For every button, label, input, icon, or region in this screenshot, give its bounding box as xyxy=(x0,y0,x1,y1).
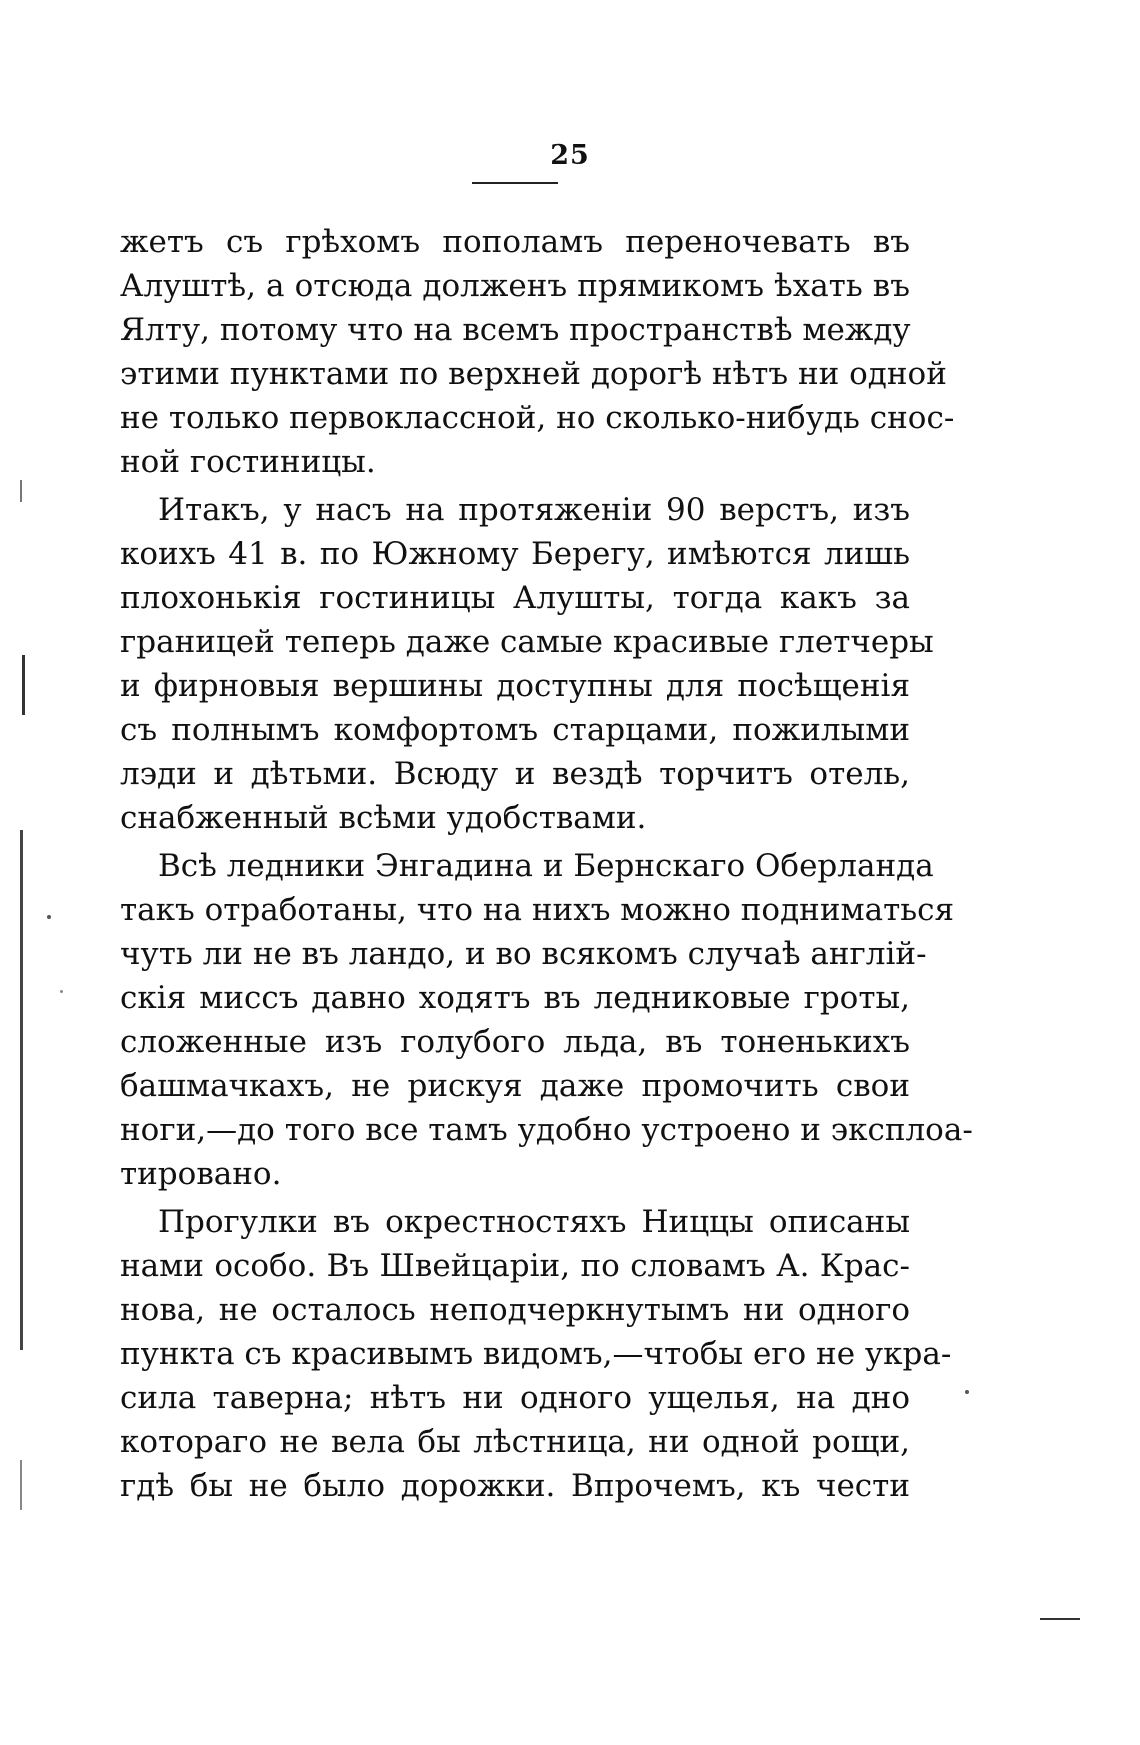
text-line: ноги,—до того все тамъ удобно устроено и эксплоа- xyxy=(120,1112,973,1148)
text-line: Алуштѣ, а отсюда долженъ прямикомъ ѣхать въ xyxy=(120,268,910,304)
paragraph-2 xyxy=(120,488,934,840)
paragraph-3 xyxy=(120,844,973,1196)
text-line: башмачкахъ, не рискуя даже промочить свои xyxy=(120,1068,910,1104)
text-line: нами особо. Въ Швейцаріи, по словамъ А. Крас- xyxy=(120,1248,910,1284)
paragraph-4 xyxy=(120,1200,952,1508)
text-line: сила таверна; нѣтъ ни одного ущелья, на дно xyxy=(120,1380,910,1416)
text-line: Прогулки въ окрестностяхъ Ниццы описаны xyxy=(158,1204,910,1240)
page-number-rule xyxy=(472,182,558,184)
text-line: не только первоклассной, но сколько-нибудь снос- xyxy=(120,400,955,436)
paragraph-1 xyxy=(120,220,955,484)
text-line: снабженный всѣми удобствами. xyxy=(120,800,647,836)
text-line: котораго не вела бы лѣстница, ни одной рощи, xyxy=(120,1424,910,1460)
text-line: гдѣ бы не было дорожки. Впрочемъ, къ чести xyxy=(120,1468,910,1504)
page-number: 25 xyxy=(550,140,590,171)
text-line: и фирновыя вершины доступны для посѣщенія xyxy=(120,668,910,704)
text-line: Итакъ, у насъ на протяженіи 90 верстъ, изъ xyxy=(158,492,910,528)
scan-edge-mark xyxy=(20,830,23,1350)
text-line: чуть ли не въ ландо, и во всякомъ случаѣ англій- xyxy=(120,936,927,972)
scan-edge-mark xyxy=(22,655,25,715)
text-line: жетъ съ грѣхомъ пополамъ переночевать въ xyxy=(120,224,910,260)
text-line: Ялту, потому что на всемъ пространствѣ между xyxy=(120,312,911,348)
text-line: сложенные изъ голубого льда, въ тоненькихъ xyxy=(120,1024,910,1060)
text-line: пункта съ красивымъ видомъ,—чтобы его не укра- xyxy=(120,1336,952,1372)
text-line: тировано. xyxy=(120,1156,282,1192)
scan-dust xyxy=(965,1390,969,1394)
scan-dust xyxy=(60,990,63,993)
text-line: скія миссъ давно ходятъ въ ледниковые гроты, xyxy=(120,980,910,1016)
scan-edge-mark xyxy=(20,480,22,502)
text-line: коихъ 41 в. по Южному Берегу, имѣются лишь xyxy=(120,536,910,572)
body-text xyxy=(120,220,973,1508)
scan-dust xyxy=(47,915,51,919)
scan-edge-mark xyxy=(20,1460,22,1510)
text-line: границей теперь даже самые красивые глетчеры xyxy=(120,624,934,660)
text-line: плохонькія гостиницы Алушты, тогда какъ за xyxy=(120,580,910,616)
text-line: съ полнымъ комфортомъ старцами, пожилыми xyxy=(120,712,910,748)
text-line: такъ отработаны, что на нихъ можно подниматься xyxy=(120,892,955,928)
text-line: нова, не осталось неподчеркнутымъ ни одного xyxy=(120,1292,910,1328)
text-line: ной гостиницы. xyxy=(120,444,376,480)
text-line: этими пунктами по верхней дорогѣ нѣтъ ни одной xyxy=(120,356,947,392)
scan-bottom-rule xyxy=(1040,1618,1080,1620)
text-line: лэди и дѣтьми. Всюду и вездѣ торчитъ отель, xyxy=(120,756,910,792)
text-line: Всѣ ледники Энгадина и Бернскаго Оберланда xyxy=(158,848,934,884)
